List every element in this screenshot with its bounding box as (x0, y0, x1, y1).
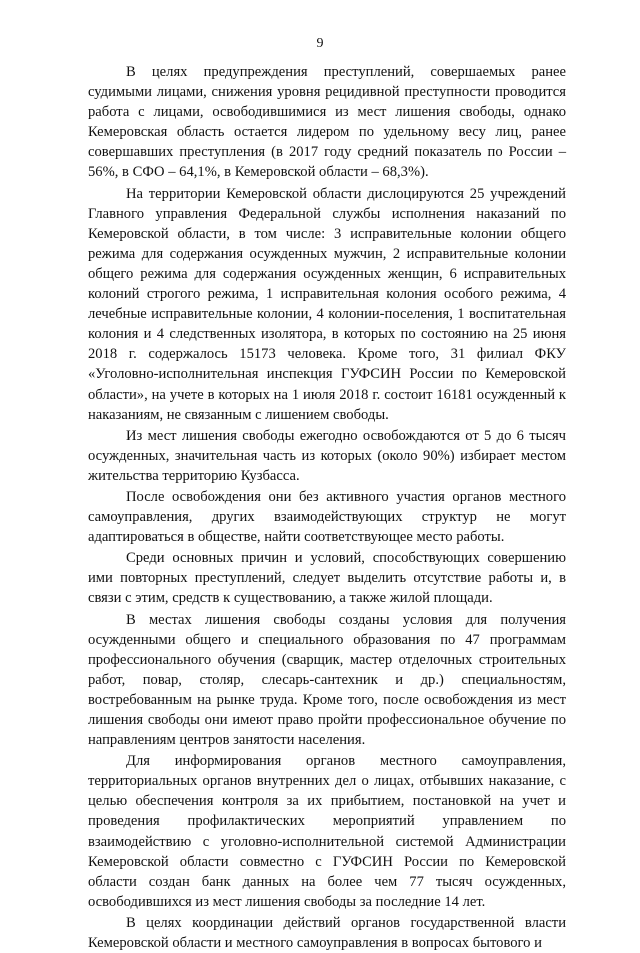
paragraph-7: Для информирования органов местного самоуправления, территориальных органов внутренних дел о лицах, отбывших наказание, с целью обеспечения контроля за их прибытием, постановкой на учет и проведения профилактических мероприятий управлением по взаимодействию с уголовно-исполнительной системой Администрации Кемеровской области совместно с ГУФСИН России по Кемеровской области создан банк данных на более чем 77 тысяч осужденных, освободившихся из мест лишения свободы за последние 14 лет. (88, 753, 566, 910)
paragraph-3: Из мест лишения свободы ежегодно освобождаются от 5 до 6 тысяч осужденных, значительная часть из которых (около 90%) избирает местом жительства территорию Кузбасса. (88, 427, 566, 484)
paragraph-1: В целях предупреждения преступлений, совершаемых ранее судимыми лицами, снижения уровня рецидивной преступности проводится работа с лицами, освободившимися из мест лишения свободы, однако Кемеровская область остается лидером по удельному весу лиц, ранее совершавших преступления (в 2017 году средний показатель по России – 56%, в СФО – 64,1%, в Кемеровской области – 68,3%). (88, 64, 566, 181)
paragraph-2: На территории Кемеровской области дислоцируются 25 учреждений Главного управления Федеральной службы исполнения наказаний по Кемеровской области, в том числе: 3 исправительные колонии общего режима для содержания осужденных мужчин, 2 исправительные колонии общего режима для содержания осужденных женщин, 6 исправительных колоний строгого режима, 1 исправительная колония особого режима, 4 лечебные исправительные колонии, 4 колонии-поселения, 1 воспитательная колония и 4 следственных изолятора, в которых по состоянию на 25 июня 2018 г. содержалось 15173 человека. Кроме того, 31 филиал ФКУ «Уголовно-исполнительная инспекция ГУФСИН России по Кемеровской области», на учете в которых на 1 июля 2018 г. состоит 16181 осужденный к наказаниям, не связанным с лишением свободы. (88, 185, 566, 423)
paragraph-8: В целях координации действий органов государственной власти Кемеровской области и местного самоуправления в вопросах бытового и (88, 914, 566, 952)
document-body (88, 62, 566, 953)
paragraph-4: После освобождения они без активного участия органов местного самоуправления, других взаимодействующих структур не могут адаптироваться в обществе, найти соответствующее место работы. (88, 488, 566, 546)
page-number: 9 (316, 36, 324, 51)
paragraph-6: В местах лишения свободы созданы условия для получения осужденными общего и специального образования по 47 программам профессионального обучения (сварщик, мастер отделочных строительных работ, повар, столяр, слесарь-сантехник и др.) специальностям, востребованным на рынке труда. Кроме того, после освобождения из мест лишения свободы они имеют право пройти профессиональное обучение по направлениям центров занятости населения. (88, 611, 566, 749)
paragraph-5: Среди основных причин и условий, способствующих совершению ими повторных преступлений, следует выделить отсутствие работы и, в связи с этим, средств к существованию, а также жилой площади. (88, 550, 566, 607)
